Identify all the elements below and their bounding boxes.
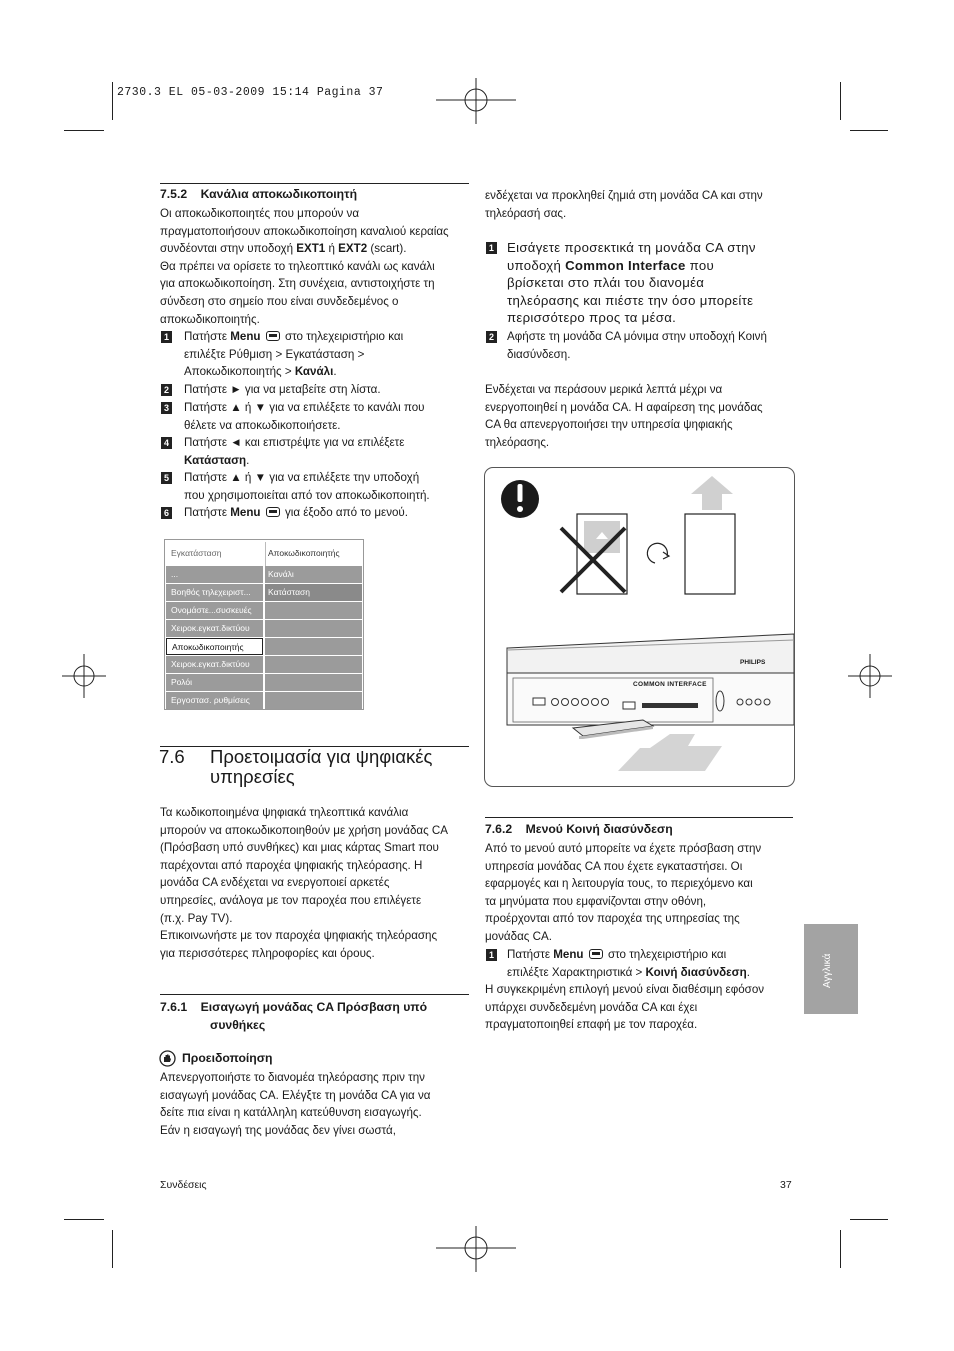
registration-target-icon <box>62 654 106 698</box>
registration-target-icon <box>848 654 892 698</box>
crop-mark <box>112 1230 113 1268</box>
section-752-title: 7.5.2 Κανάλια αποκωδικοποιητή <box>160 187 358 201</box>
menu-button-icon <box>266 331 280 341</box>
ca-module-illustration <box>484 467 795 787</box>
step-number-badge: 1 <box>486 242 497 254</box>
step-number-badge: 5 <box>161 472 172 484</box>
installation-menu-screenshot <box>164 539 364 710</box>
step-number-badge: 4 <box>161 437 172 449</box>
menu-row[interactable]: Ρολόι <box>166 674 362 691</box>
section-761-title: 7.6.1 Εισαγωγή μονάδας CA Πρόσβαση υπό συνθήκες <box>160 1000 428 1032</box>
step-number-badge: 1 <box>161 331 172 343</box>
brand-label: PHILIPS <box>740 659 766 666</box>
warning-body: Απενεργοποιήστε το διανομέα τηλεόρασης πριν την εισαγωγή μονάδας CA. Ελέγξτε τη μονάδα CA για να δείτε πια είναι η κατάλληλη κατεύθυνση εισαγωγής. Εάν η εισαγωγή της μονάδας δεν γίνει σωστά, <box>160 1071 431 1137</box>
footer-section-name: Συνδέσεις <box>160 1179 207 1191</box>
step-1: 1 Πατήστε Menu στο τηλεχειριστήριο και επιλέξτε Ρύθμιση > Εγκατάσταση > Αποκωδικοποιητής > Κανάλι. <box>161 328 403 381</box>
menu-button-icon <box>266 507 280 517</box>
menu-header-right: Αποκωδικοποιητής <box>268 548 340 558</box>
step-5: 5 Πατήστε ▲ ή ▼ για να επιλέξετε την υποδοχή που χρησιμοποιείται από τον αποκωδικοποιητή. <box>161 469 430 504</box>
insert-step-2: 2 Αφήστε τη μονάδα CA μόνιμα στην υποδοχή Κοινή διασύνδεση. <box>486 328 767 363</box>
crop-mark <box>850 130 888 131</box>
menu-row[interactable]: Βοηθός τηλεχειριστ... Κατάσταση <box>166 584 362 601</box>
menu-row[interactable]: Εργοστασ. ρυθμίσεις <box>166 692 362 709</box>
registration-target-icon <box>436 78 516 124</box>
common-interface-label: COMMON INTERFACE <box>633 681 707 688</box>
ca-card-correct-icon <box>685 514 735 594</box>
section-rule <box>160 994 469 995</box>
page-number: 37 <box>780 1179 792 1191</box>
section-rule <box>485 817 793 818</box>
ca-card-wrong-icon <box>561 514 627 594</box>
arrow-insert-icon <box>618 734 722 771</box>
warning-title: Προειδοποίηση <box>182 1051 273 1065</box>
step-2: 2 Πατήστε ► για να μεταβείτε στη λίστα. <box>161 381 381 399</box>
step-number-badge: 2 <box>161 384 172 396</box>
crop-mark <box>840 1230 841 1268</box>
section-752-intro: Οι αποκωδικοποιητές που μπορούν να πραγματοποιήσουν αποκωδικοποίηση καναλιού κεραίας συνδέονται στην υποδοχή EXT1 ή EXT2 (scart). Θα πρέπει να ορίσετε το τηλεοπτικό κανάλι ως κανάλι για αποκωδικοποίηση. Στη συνέχεια, αντιστοιχήστε τη σύνδεση στο σημείο που είναι συνδεδεμένος ο αποκωδικοποιητής. <box>160 207 449 326</box>
warning-continuation: ενδέχεται να προκληθεί ζημιά στη μονάδα CA και στην τηλεόρασή σας. <box>485 189 763 220</box>
section-762-body: Από το μενού αυτό μπορείτε να έχετε πρόσβαση στην υπηρεσία μονάδας CA που έχετε εγκαταστήσει. Οι εφαρμογές και η λειτουργία τους, το περιεχόμενο και τα μηνύματα που εμφανίζονται στην οθόνη, προέρχονται από τον παροχέα της υπηρεσίας της μονάδας CA. <box>485 842 762 943</box>
crop-mark <box>840 82 841 120</box>
language-side-tab[interactable]: Αγγλικά <box>804 924 858 1014</box>
menu-row-selected[interactable]: Αποκωδικοποιητής <box>166 638 362 655</box>
menu-header-left: Εγκατάσταση <box>171 548 222 558</box>
step-number-badge: 3 <box>161 402 172 414</box>
crop-mark <box>64 1219 104 1220</box>
step-4: 4 Πατήστε ◄ και επιστρέψτε για να επιλέξετε Κατάσταση. <box>161 434 404 469</box>
section-762-title: 7.6.2 Μενού Κοινή διασύνδεση <box>485 822 673 836</box>
step-3: 3 Πατήστε ▲ ή ▼ για να επιλέξετε το κανάλι που θέλετε να αποκωδικοποιήσετε. <box>161 399 425 434</box>
section-76-body: Τα κωδικοποιημένα ψηφιακά τηλεοπτικά κανάλια μπορούν να αποκωδικοποιηθούν με χρήση μονάδας CA (Πρόσβαση υπό συνθήκες) και μιας κάρτας Smart που παρέχονται από παροχέα ψηφιακής τηλεόρασης. Η μονάδα CA ενδέχεται να ενεργοποιεί αρκετές υπηρεσίες, ανάλογα με τον παροχέα που επιλέγετε (π.χ. Pay TV). Επικοινωνήστε με τον παροχέα ψηφιακής τηλεόρασης για περισσότερες πληροφορίες και όρους. <box>160 806 449 960</box>
menu-row[interactable]: Χειροκ.εγκατ.δικτύου <box>166 656 362 673</box>
step-number-badge: 6 <box>161 507 172 519</box>
section-76-title: 7.6 Προετοιμασία για ψηφιακές υπηρεσίες <box>159 746 433 787</box>
section-762-tail: Η συγκεκριμένη επιλογή μενού είναι διαθέσιμη εφόσον υπάρχει συνδεδεμένη μονάδα CA και έχει πραγματοποιηθεί επαφή με τον παροχέα. <box>485 983 765 1032</box>
menu-row[interactable]: Ονομάστε...συσκευές <box>166 602 362 619</box>
tv-receiver-box <box>507 634 794 725</box>
warning-exclamation-icon <box>501 480 539 518</box>
ci-menu-step-1: 1 Πατήστε Menu στο τηλεχειριστήριο και επιλέξτε Χαρακτηριστικά > Κοινή διασύνδεση. <box>486 946 750 981</box>
step-number-badge: 2 <box>486 331 497 343</box>
insert-step-1: 1 Εισάγετε προσεκτικά τη μονάδα CA στην υποδοχή Common Interface που βρίσκεται στο πλάι του διανομέα τηλεόρασης και πιέστε την όσο μπορείτε περισσότερο προς τα μέσα. <box>486 239 756 327</box>
step-number-badge: 1 <box>486 949 497 961</box>
crop-mark <box>64 130 104 131</box>
menu-row[interactable]: Χειροκ.εγκατ.δικτύου <box>166 620 362 637</box>
activation-paragraph: Ενδέχεται να περάσουν μερικά λεπτά μέχρι να ενεργοποιηθεί η μονάδα CA. Η αφαίρεση της μονάδας CA θα απενεργοποιήσει την υπηρεσία ψηφιακής τηλεόρασης. <box>485 383 763 449</box>
arrow-up-icon <box>691 476 733 510</box>
menu-row[interactable]: ... Κανάλι <box>166 566 362 583</box>
menu-button-icon <box>589 949 603 959</box>
crop-mark <box>850 1219 888 1220</box>
step-6: 6 Πατήστε Menu για έξοδο από το μενού. <box>161 504 408 522</box>
print-slug: 2730.3 EL 05-03-2009 15:14 Pagina 37 <box>117 86 384 99</box>
crop-mark <box>112 82 113 120</box>
registration-target-icon <box>436 1226 516 1272</box>
section-rule <box>160 183 469 184</box>
